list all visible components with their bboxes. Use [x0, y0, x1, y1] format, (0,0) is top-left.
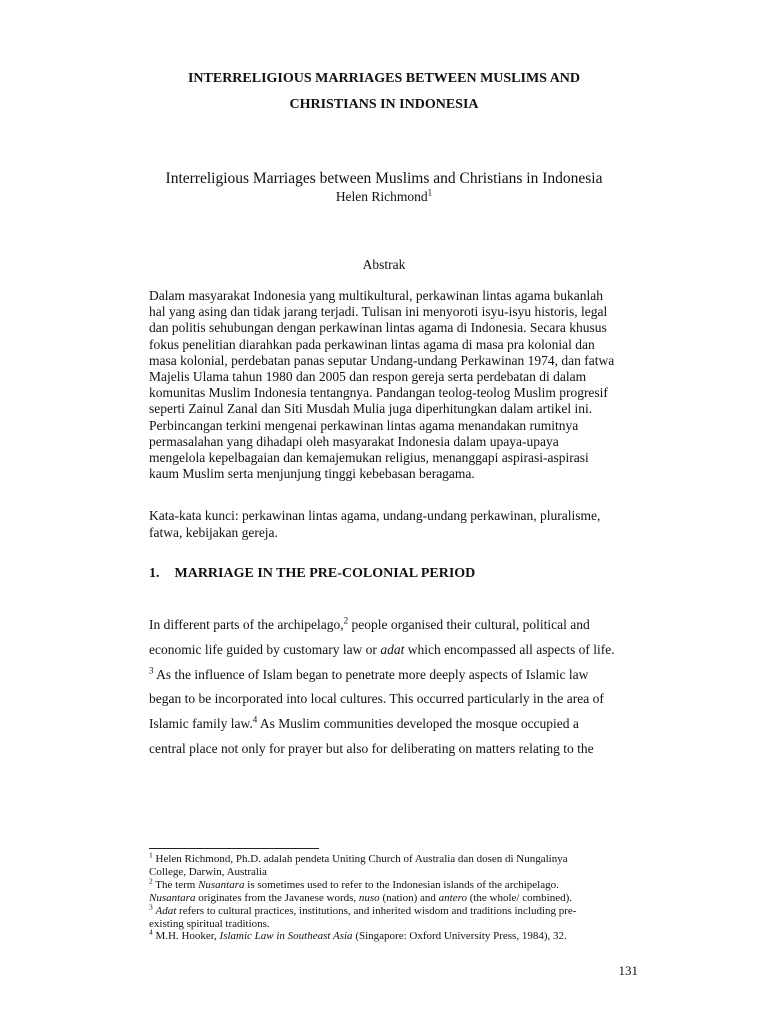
footnote-italic-term: antero — [438, 891, 467, 904]
section-number: 1. — [149, 566, 160, 581]
section-title: MARRIAGE IN THE PRE-COLONIAL PERIOD — [174, 566, 476, 581]
footnote-text: College, Darwin, Australia — [149, 865, 267, 878]
footnote-marker: 4 — [149, 927, 153, 937]
abstract-line: hal yang asing dan tidak jarang terjadi. Tulisan ini menyoroti isyu-isyu historis, legal — [149, 304, 608, 320]
body-text-run: As the influence of Islam began to penetrate more deeply aspects of Islamic law — [153, 666, 589, 682]
footnote-marker: 3 — [149, 901, 153, 911]
footnote-2 — [149, 876, 641, 905]
abstract-line: mengelola kepelbagaian dan kemajemukan religius, menanggapi aspirasi-aspirasi — [149, 450, 589, 466]
body-text-run: people organised their cultural, political and — [348, 617, 590, 632]
body-line: central place not only for prayer but also for deliberating on matters relating to the — [149, 740, 594, 756]
abstract-line: Perbincangan terkini mengenai perkawinan lintas agama menandakan rumitnya — [149, 417, 579, 433]
abstract-line: dan politis sehubungan dengan perkawinan lintas agama di Indonesia. Secara khusus — [149, 320, 607, 336]
abstract-body — [149, 288, 641, 482]
abstract-line: komunitas Muslim Indonesia tentangnya. Pandangan teolog-teolog Muslim progresif — [149, 385, 608, 401]
footnote-text: Helen Richmond, Ph.D. adalah pendeta Uniting Church of Australia dan dosen di Nungalinya — [152, 853, 568, 865]
footnote-italic-term: Adat — [155, 904, 177, 917]
paper-title-line-1: INTERRELIGIOUS MARRIAGES BETWEEN MUSLIMS AND — [187, 71, 581, 86]
keywords — [149, 508, 641, 541]
section-heading — [149, 565, 641, 583]
footnote-italic-term: Islamic Law in Southeast Asia — [219, 930, 353, 943]
footnote-1 — [149, 850, 641, 879]
abstract-line: seperti Zainul Zanal dan Siti Musdah Mulia juga diperhitungkan dalam artikel ini. — [149, 401, 593, 417]
body-line — [149, 613, 641, 638]
footnote-text: is sometimes used to refer to the Indonesian islands of the archipelago. — [244, 878, 559, 891]
abstract-line: Dalam masyarakat Indonesia yang multikultural, perkawinan lintas agama bukanlah — [149, 288, 603, 303]
footnote-3 — [149, 901, 641, 931]
footnote-italic-term: Nusantara — [149, 891, 196, 904]
footnote-text: (nation) and — [379, 891, 439, 904]
body-italic-term: adat — [380, 641, 405, 657]
author-line — [100, 188, 668, 206]
abstract-line: Majelis Ulama tahun 1980 dan 2005 dan respon gereja serta perdebatan di dalam — [149, 369, 587, 385]
keywords-line: fatwa, kebijakan gereja. — [149, 524, 278, 540]
abstract-line: permasalahan yang dihadapi oleh masyarakat Indonesia dalam upaya-upaya — [149, 433, 559, 449]
body-line — [149, 638, 641, 663]
footnote-ref-2[interactable]: 2 — [343, 615, 349, 626]
paper-subtitle: Interreligious Marriages between Muslims and Christians in Indonesia — [165, 170, 603, 187]
abstract-line: fokus penelitian diarahkan pada perkawinan lintas agama di masa pra kolonial dan — [149, 336, 595, 352]
footnote-text: M.H. Hooker, — [152, 930, 220, 943]
footnote-text: (Singapore: Oxford University Press, 1984), 32. — [352, 930, 567, 943]
body-line: began to be incorporated into local cultures. This occurred particularly in the area of — [149, 691, 604, 707]
footnote-text: The term — [152, 878, 199, 891]
paper-title-line-2: CHRISTIANS IN INDONESIA — [289, 97, 479, 112]
footnotes — [149, 850, 641, 943]
body-text-run: Islamic family law. — [149, 716, 253, 732]
paper-title — [100, 66, 668, 118]
footnote-marker: 1 — [149, 850, 153, 860]
footnote-divider — [149, 848, 319, 849]
author-name: Helen Richmond — [335, 189, 428, 204]
author-footnote-ref[interactable]: 1 — [427, 187, 433, 198]
footnote-text: existing spiritual traditions. — [149, 917, 270, 930]
footnote-ref-4[interactable]: 4 — [252, 714, 258, 725]
body-line — [149, 663, 641, 688]
footnote-text: refers to cultural practices, institutions, and inherited wisdom and traditions including pre- — [176, 904, 577, 917]
body-text-run: In different parts of the archipelago, — [149, 617, 344, 632]
body-text-run: which encompassed all aspects of life. — [404, 641, 615, 657]
page-number: 131 — [618, 963, 638, 978]
footnote-italic-term: Nusantara — [198, 878, 245, 891]
body-paragraph — [149, 613, 641, 762]
abstract-heading: Abstrak — [362, 257, 406, 272]
footnote-text: (the whole/ combined). — [466, 891, 573, 904]
keywords-line: Kata-kata kunci: perkawinan lintas agama, undang-undang perkawinan, pluralisme, — [149, 508, 601, 523]
footnote-marker: 2 — [149, 876, 153, 886]
abstract-line: kaum Muslim serta menjunjung tinggi kebebasan beragama. — [149, 466, 475, 482]
body-line — [149, 712, 641, 737]
footnote-4 — [149, 927, 641, 943]
footnote-text: originates from the Javanese words, — [195, 891, 359, 904]
footnote-ref-3[interactable]: 3 — [149, 665, 154, 676]
footnote-italic-term: nuso — [358, 891, 380, 904]
body-text-run: As Muslim communities developed the mosque occupied a — [257, 716, 579, 732]
body-text-run: economic life guided by customary law or — [149, 641, 381, 657]
abstract-line: masa kolonial, perdebatan panas seputar Undang-undang Perkawinan 1974, dan fatwa — [149, 352, 615, 368]
